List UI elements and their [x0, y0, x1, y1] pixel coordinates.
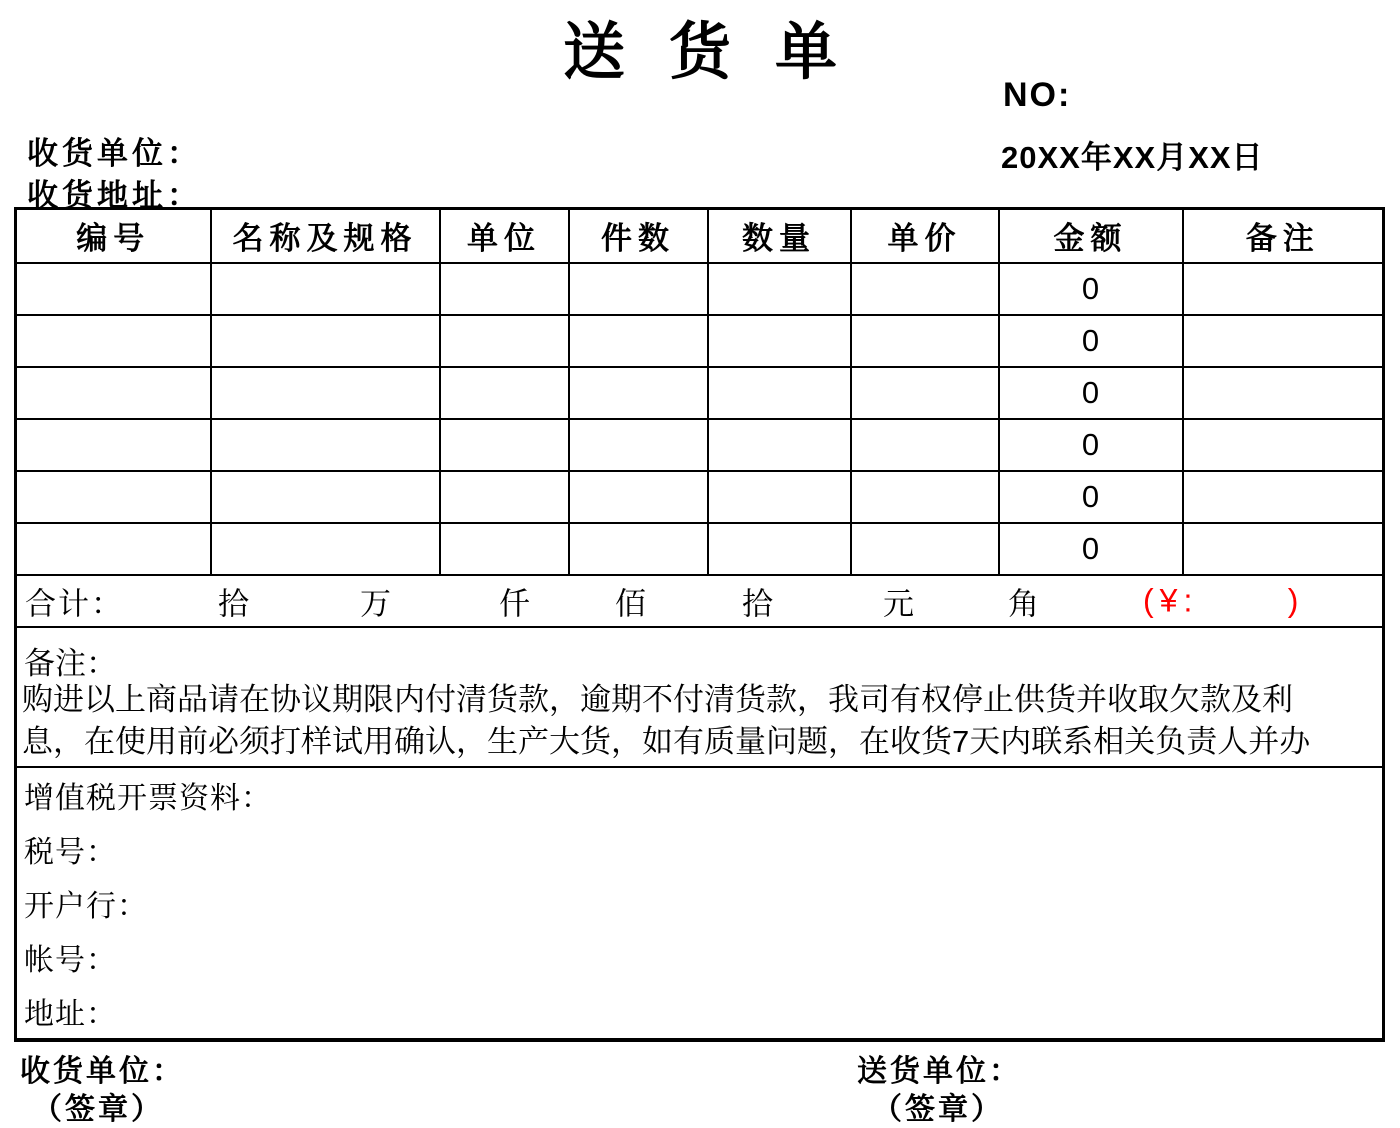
column-header-remarks: 备注	[1183, 209, 1384, 263]
amount-cell[interactable]: 0	[999, 367, 1183, 419]
page-title: 送货单	[562, 18, 881, 87]
table-cell[interactable]	[1183, 471, 1384, 523]
table-cell[interactable]	[851, 367, 999, 419]
table-cell[interactable]	[16, 315, 211, 367]
notes-paragraph	[22, 679, 1378, 763]
notes-cell	[16, 627, 1384, 767]
table-cell[interactable]	[569, 315, 708, 367]
items-table	[14, 207, 1385, 1042]
table-cell[interactable]	[211, 315, 440, 367]
table-cell[interactable]	[440, 315, 569, 367]
notes-label: 备注：	[24, 645, 117, 681]
column-header-unit: 单位	[440, 209, 569, 263]
table-cell[interactable]	[569, 471, 708, 523]
table-cell[interactable]	[211, 419, 440, 471]
total-unit-shi-wan: 拾	[218, 586, 249, 621]
table-cell[interactable]	[16, 419, 211, 471]
table-cell[interactable]	[851, 419, 999, 471]
table-cell[interactable]	[851, 523, 999, 575]
table-cell[interactable]	[16, 471, 211, 523]
total-unit-bai: 佰	[615, 586, 646, 621]
column-header-name-spec: 名称及规格	[211, 209, 440, 263]
column-header-id: 编号	[16, 209, 211, 263]
column-header-amount: 金额	[999, 209, 1183, 263]
total-unit-yuan: 元	[883, 586, 914, 621]
notes-line-1: 购进以上商品请在协议期限内付清货款，逾期不付清货款，我司有权停止供货并收取欠款及利	[22, 681, 1293, 717]
table-cell[interactable]	[16, 263, 211, 315]
no-label: NO:	[1003, 76, 1072, 114]
receiver-address-label: 收货地址：	[27, 178, 202, 213]
total-row	[16, 575, 1384, 627]
bank-label[interactable]: 开户行：	[24, 889, 148, 923]
table-cell[interactable]	[440, 419, 569, 471]
invoice-address-label[interactable]: 地址：	[24, 997, 117, 1031]
table-cell[interactable]	[440, 471, 569, 523]
total-unit-shi: 拾	[742, 586, 773, 621]
column-header-pieces: 件数	[569, 209, 708, 263]
table-cell[interactable]	[708, 419, 851, 471]
table-cell[interactable]	[16, 523, 211, 575]
receiver-unit-label: 收货单位：	[27, 136, 202, 171]
table-cell[interactable]	[211, 263, 440, 315]
table-cell[interactable]	[1183, 315, 1384, 367]
table-cell[interactable]	[1183, 367, 1384, 419]
table-cell[interactable]	[1183, 419, 1384, 471]
table-cell[interactable]	[211, 523, 440, 575]
total-unit-wan: 万	[360, 586, 391, 621]
table-cell[interactable]	[440, 263, 569, 315]
table-row	[16, 367, 1384, 419]
table-row	[16, 523, 1384, 575]
table-cell[interactable]	[569, 419, 708, 471]
table-cell[interactable]	[569, 263, 708, 315]
total-unit-jiao: 角	[1008, 586, 1039, 621]
table-cell[interactable]	[851, 315, 999, 367]
table-cell[interactable]	[851, 471, 999, 523]
table-row	[16, 315, 1384, 367]
amount-cell[interactable]: 0	[999, 419, 1183, 471]
total-label: 合计：	[25, 586, 124, 621]
table-cell[interactable]	[1183, 263, 1384, 315]
table-cell[interactable]	[211, 367, 440, 419]
amount-cell[interactable]: 0	[999, 315, 1183, 367]
amount-cell[interactable]: 0	[999, 263, 1183, 315]
table-cell[interactable]	[708, 263, 851, 315]
table-row	[16, 471, 1384, 523]
table-cell[interactable]	[16, 367, 211, 419]
table-cell[interactable]	[708, 471, 851, 523]
account-label[interactable]: 帐号：	[24, 943, 117, 977]
table-cell[interactable]	[708, 315, 851, 367]
table-cell[interactable]	[211, 471, 440, 523]
table-row	[16, 419, 1384, 471]
table-cell[interactable]	[569, 523, 708, 575]
receiver-seal-label: （签章）	[32, 1093, 164, 1126]
table-cell[interactable]	[851, 263, 999, 315]
sender-sign-label: 送货单位：	[857, 1055, 1022, 1088]
table-cell[interactable]	[708, 367, 851, 419]
invoice-info-row	[16, 767, 1384, 1040]
total-unit-qian: 仟	[499, 586, 530, 621]
receiver-sign-label: 收货单位：	[20, 1055, 185, 1088]
table-cell[interactable]	[440, 523, 569, 575]
date-text: 20XX年XX月XX日	[1001, 140, 1264, 175]
table-cell[interactable]	[1183, 523, 1384, 575]
column-header-quantity: 数量	[708, 209, 851, 263]
amount-cell[interactable]: 0	[999, 471, 1183, 523]
invoice-title-label: 增值税开票资料：	[24, 781, 272, 815]
amount-cell[interactable]: 0	[999, 523, 1183, 575]
column-header-unit-price: 单价	[851, 209, 999, 263]
table-cell[interactable]	[708, 523, 851, 575]
table-cell[interactable]	[440, 367, 569, 419]
tax-id-label[interactable]: 税号：	[24, 835, 117, 869]
notes-line-2: 息，在使用前必须打样试用确认，生产大货，如有质量问题，在收货7天内联系相关负责人并办	[22, 723, 1311, 759]
notes-row	[16, 627, 1384, 767]
table-cell[interactable]	[569, 367, 708, 419]
total-row-cell	[16, 575, 1384, 627]
invoice-info-cell	[16, 767, 1384, 1040]
total-currency-amount[interactable]: (¥: )	[1143, 582, 1305, 618]
sender-seal-label: （签章）	[872, 1093, 1004, 1126]
table-row	[16, 263, 1384, 315]
table-header-row	[16, 209, 1384, 263]
